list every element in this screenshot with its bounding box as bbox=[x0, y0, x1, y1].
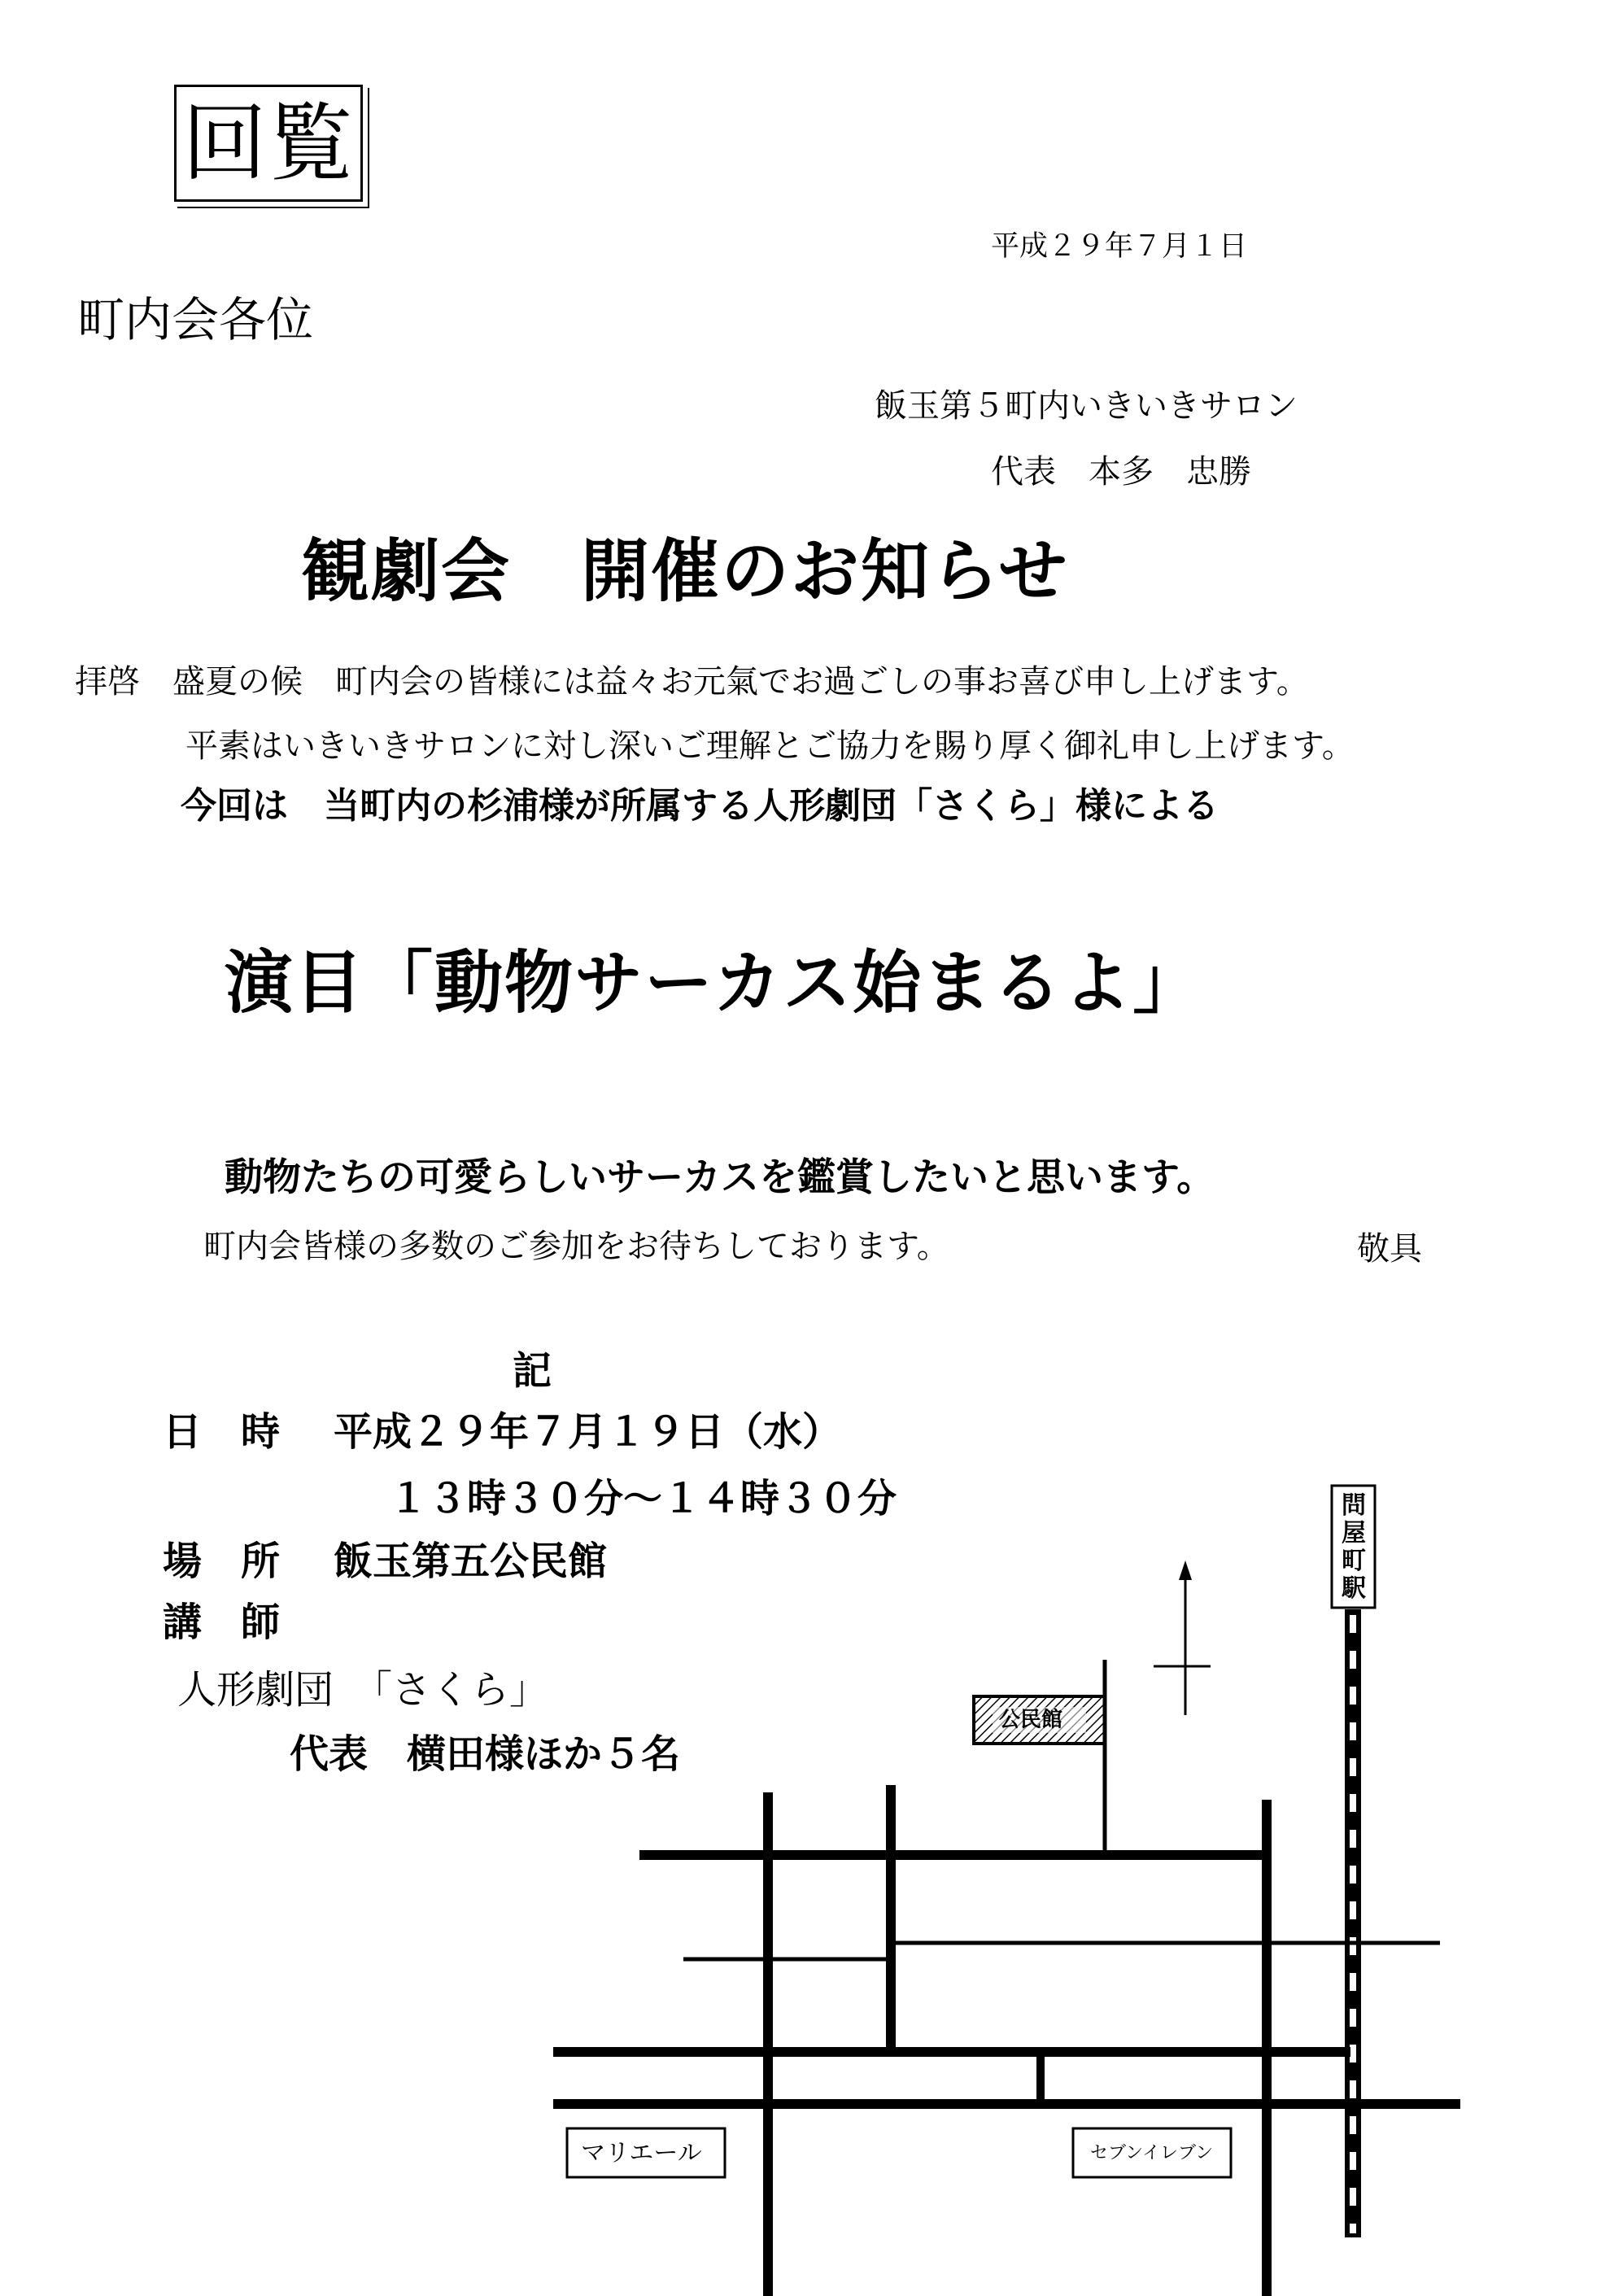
sender-representative: 代表 本多 忠勝 bbox=[991, 453, 1251, 491]
troupe-representative: 代表 横田様ほか５名 bbox=[290, 1731, 681, 1777]
closing-word: 敬具 bbox=[1357, 1230, 1422, 1268]
addressee: 町内会各位 bbox=[77, 292, 314, 347]
station-char-4: 駅 bbox=[1342, 1574, 1366, 1603]
station-char-2: 屋 bbox=[1342, 1519, 1366, 1547]
troupe-name: 人形劇団 「さくら」 bbox=[177, 1667, 549, 1713]
intro-line: 今回は 当町内の杉浦様が所属する人形劇団「さくら」様による bbox=[181, 785, 1219, 827]
place-label: 場 所 bbox=[163, 1539, 281, 1584]
greeting-line: 拝啓 盛夏の候 町内会の皆様には益々お元氣でお過ごしの事お喜び申し上げます。 bbox=[75, 663, 1309, 701]
document-date: 平成２９年７月１日 bbox=[991, 230, 1248, 263]
ki-heading: 記 bbox=[513, 1348, 552, 1394]
program-description: 動物たちの可愛らしいサーカスを鑑賞したいと思います。 bbox=[225, 1155, 1215, 1200]
place-value: 飯玉第五公民館 bbox=[334, 1539, 608, 1584]
invitation-line: 町内会皆様の多数のご参加をお待ちしております。 bbox=[203, 1228, 949, 1265]
datetime-label: 日 時 bbox=[163, 1409, 281, 1455]
sender-organization: 飯玉第５町内いきいきサロン bbox=[875, 387, 1298, 425]
station-char-3: 町 bbox=[1342, 1547, 1366, 1575]
north-arrow-icon bbox=[1154, 1560, 1211, 1715]
store-label-marier: マリエール bbox=[581, 2139, 702, 2167]
station-label bbox=[1341, 1492, 1367, 1603]
notice-title: 観劇会 開催のお知らせ bbox=[301, 530, 1069, 611]
store-label-seven-eleven: セブンイレブン bbox=[1090, 2143, 1214, 2163]
program-title: 演目「動物サーカス始まるよ」 bbox=[225, 942, 1203, 1023]
time-value: １３時３０分～１４時３０分 bbox=[389, 1476, 897, 1521]
datetime-value: 平成２９年７月１９日（水） bbox=[334, 1409, 842, 1455]
road-network bbox=[553, 1660, 1460, 2296]
station-char-1: 問 bbox=[1342, 1491, 1366, 1520]
circulation-stamp: 回覧 bbox=[174, 85, 363, 202]
community-hall-label: 公民館 bbox=[999, 1708, 1063, 1732]
lecturer-label: 講 師 bbox=[163, 1600, 281, 1645]
thanks-line: 平素はいきいきサロンに対し深いご理解とご協力を賜り厚く御礼申し上げます。 bbox=[185, 727, 1355, 765]
